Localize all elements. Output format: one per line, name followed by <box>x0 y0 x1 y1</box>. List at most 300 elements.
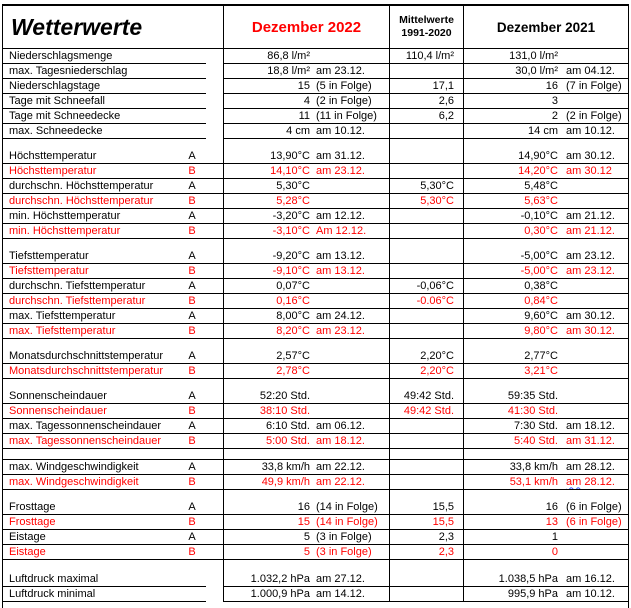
row-label-cell <box>3 515 206 530</box>
cell-dez2021 <box>463 515 628 530</box>
cell-dez2021 <box>463 389 628 404</box>
cell-mittelwerte <box>389 179 463 194</box>
cell-mittelwerte <box>389 279 463 294</box>
row-label-cell <box>3 294 206 309</box>
table-row <box>3 209 628 224</box>
value-dez2021: 14 cm <box>528 124 558 137</box>
value-dez2021: 2,77°C <box>524 349 558 362</box>
separator-row <box>3 449 628 460</box>
letter-column-spacer <box>206 572 223 587</box>
letter-column-spacer <box>206 49 223 64</box>
table-row <box>3 64 628 79</box>
cell-dez2021 <box>463 224 628 239</box>
letter-column-spacer <box>206 194 223 209</box>
value-dez2021: 59:35 Std. <box>507 389 558 402</box>
row-label: min. Höchsttemperatur <box>9 224 121 237</box>
column-header-dez2022: Dezember 2022 <box>223 6 389 48</box>
letter-column-spacer <box>206 264 223 279</box>
date-dez2022: (5 in Folge) <box>316 79 372 92</box>
cell-mittelwerte <box>389 545 463 560</box>
date-dez2022: am 18.12. <box>316 434 365 447</box>
date-dez2021: (7 in Folge) <box>566 79 622 92</box>
cell-dez2021 <box>463 179 628 194</box>
date-dez2022: am 23.12. <box>316 324 365 337</box>
date-dez2022: am 23.12. <box>316 64 365 77</box>
separator-row <box>3 239 628 249</box>
value-dez2022: 38:10 Std. <box>259 404 310 417</box>
cell-dez2022 <box>223 64 389 79</box>
letter-column-spacer <box>206 149 223 164</box>
cell-dez2021 <box>463 79 628 94</box>
table-row <box>3 164 628 179</box>
row-label: max. Windgeschwindigkeit <box>9 475 139 488</box>
row-label-cell <box>3 587 206 602</box>
row-label-cell <box>3 572 206 587</box>
date-dez2022: am 12.12. <box>316 209 365 222</box>
cell-mittelwerte <box>389 460 463 475</box>
cell-dez2021 <box>463 49 628 64</box>
cell-mittelwerte <box>389 572 463 587</box>
cell-dez2022 <box>223 364 389 379</box>
date-dez2022: am 31.12. <box>316 149 365 162</box>
value-dez2021: 995,9 hPa <box>507 587 558 600</box>
value-dez2022: 1.000,9 hPa <box>250 587 310 600</box>
date-dez2022: (3 in Folge) <box>316 530 372 543</box>
row-label: max. Tiefsttemperatur <box>9 309 116 322</box>
date-dez2021: (6 in Folge) <box>566 515 622 528</box>
row-label: Eistage <box>9 545 46 558</box>
row-label: Frosttage <box>9 515 56 528</box>
cell-dez2022 <box>223 109 389 124</box>
column-header-dez2021: Dezember 2021 <box>463 6 628 48</box>
letter-column-spacer <box>206 587 223 602</box>
date-dez2021: am 23.12. <box>566 264 615 277</box>
row-series-letter: B <box>188 475 196 488</box>
date-dez2021: am 04.12. <box>566 64 615 77</box>
row-label: durchschn. Höchsttemperatur <box>9 194 154 207</box>
cell-dez2022 <box>223 500 389 515</box>
date-dez2021: am 28.12. <box>566 460 615 473</box>
row-label-cell <box>3 94 206 109</box>
table-row <box>3 515 628 530</box>
cell-dez2022 <box>223 324 389 339</box>
date-dez2021: am 21.12. <box>566 224 615 237</box>
row-label-cell <box>3 434 206 449</box>
cell-mittelwerte <box>389 209 463 224</box>
cell-dez2021 <box>463 324 628 339</box>
row-series-letter: A <box>188 349 196 362</box>
table-row <box>3 587 628 602</box>
cell-mittelwerte <box>389 64 463 79</box>
row-series-letter: A <box>188 279 196 292</box>
table-row <box>3 49 628 64</box>
row-label-cell <box>3 349 206 364</box>
cell-dez2021 <box>463 109 628 124</box>
cell-dez2021 <box>463 475 628 490</box>
cell-dez2022 <box>223 309 389 324</box>
date-dez2022: Am 12.12. <box>316 224 367 237</box>
row-label: Tage mit Schneedecke <box>9 109 121 122</box>
value-dez2022: 4 <box>303 94 310 107</box>
row-series-letter: A <box>188 209 196 222</box>
table-row <box>3 194 628 209</box>
date-dez2021: am 28.12. <box>566 475 615 488</box>
letter-column-spacer <box>206 124 223 139</box>
separator-row <box>3 560 628 572</box>
value-dez2022: 14,10°C <box>270 164 310 177</box>
cell-mittelwerte <box>389 324 463 339</box>
value-dez2022: 0,07°C <box>276 279 310 292</box>
row-series-letter: B <box>188 194 196 207</box>
table-row <box>3 309 628 324</box>
value-dez2021: 13 <box>545 515 558 528</box>
letter-column-spacer <box>206 500 223 515</box>
cell-dez2022 <box>223 79 389 94</box>
table-row <box>3 475 628 490</box>
row-label: Tiefsttemperatur <box>9 249 89 262</box>
value-mittelwerte: 6,2 <box>438 109 454 122</box>
date-dez2022: am 23.12. <box>316 164 365 177</box>
cell-dez2021 <box>463 419 628 434</box>
date-dez2022: am 22.12. <box>316 460 365 473</box>
value-mittelwerte: 110,4 l/m² <box>405 49 454 62</box>
separator-row <box>3 379 628 389</box>
cell-dez2021 <box>463 587 628 602</box>
cell-dez2021 <box>463 164 628 179</box>
cell-dez2022 <box>223 124 389 139</box>
date-dez2021: (2 in Folge) <box>566 109 622 122</box>
value-dez2021: 16 <box>545 79 558 92</box>
letter-column-spacer <box>206 545 223 560</box>
cell-mittelwerte <box>389 530 463 545</box>
row-label: Niederschlagstage <box>9 79 101 92</box>
value-dez2021: 5,63°C <box>524 194 558 207</box>
row-label: max. Tagessonnenscheindauer <box>9 419 162 432</box>
row-label: Luftdruck minimal <box>9 587 96 600</box>
cell-dez2021 <box>463 572 628 587</box>
row-label: Frosttage <box>9 500 56 513</box>
row-series-letter: A <box>188 309 196 322</box>
date-dez2021: am 30.12. <box>566 309 615 322</box>
value-mittelwerte: -0,06°C <box>416 279 454 292</box>
cell-dez2022 <box>223 572 389 587</box>
letter-column-spacer <box>206 249 223 264</box>
value-mittelwerte: 49:42 Std. <box>403 404 454 417</box>
letter-column-spacer <box>206 309 223 324</box>
row-label: max. Tagesniederschlag <box>9 64 128 77</box>
cell-mittelwerte <box>389 124 463 139</box>
letter-column-spacer <box>206 434 223 449</box>
date-dez2022: (3 in Folge) <box>316 545 372 558</box>
row-label-cell <box>3 264 206 279</box>
row-label-cell <box>3 404 206 419</box>
cell-mittelwerte <box>389 500 463 515</box>
cell-dez2021 <box>463 124 628 139</box>
cell-dez2021 <box>463 264 628 279</box>
value-mittelwerte: 17,1 <box>432 79 454 92</box>
value-dez2022: -3,20°C <box>272 209 310 222</box>
value-mittelwerte: 5,30°C <box>420 179 454 192</box>
value-mittelwerte: 49:42 Std. <box>403 389 454 402</box>
cell-dez2022 <box>223 587 389 602</box>
row-series-letter: A <box>188 419 196 432</box>
cell-dez2021 <box>463 294 628 309</box>
row-series-letter: A <box>188 179 196 192</box>
cell-dez2021 <box>463 364 628 379</box>
row-label: Sonnenscheindauer <box>9 389 107 402</box>
value-dez2021: 9,60°C <box>524 309 558 322</box>
row-series-letter: B <box>188 434 196 447</box>
row-label: Niederschlagsmenge <box>9 49 113 62</box>
value-dez2022: 18,8 l/m² <box>267 64 310 77</box>
row-series-letter: A <box>188 249 196 262</box>
row-series-letter: B <box>188 404 196 417</box>
row-series-letter: B <box>188 294 196 307</box>
row-label-cell <box>3 364 206 379</box>
row-label-cell <box>3 475 206 490</box>
value-dez2022: 33,8 km/h <box>261 460 310 473</box>
table-row <box>3 404 628 419</box>
table-row <box>3 264 628 279</box>
cell-dez2022 <box>223 94 389 109</box>
table-row <box>3 545 628 560</box>
value-dez2022: 6:10 Std. <box>265 419 310 432</box>
value-mittelwerte: 5,30°C <box>420 194 454 207</box>
cell-dez2021 <box>463 94 628 109</box>
cell-dez2022 <box>223 149 389 164</box>
value-mittelwerte: 2,20°C <box>420 364 454 377</box>
value-dez2022: 8,20°C <box>276 324 310 337</box>
value-mittelwerte: 15,5 <box>432 515 454 528</box>
table-row <box>3 179 628 194</box>
date-dez2021: am 10.12. <box>566 587 615 600</box>
letter-column-spacer <box>206 294 223 309</box>
date-dez2022: am 10.12. <box>316 124 365 137</box>
value-dez2022: 8,00°C <box>276 309 310 322</box>
row-label: durchschn. Höchsttemperatur <box>9 179 154 192</box>
cell-dez2022 <box>223 209 389 224</box>
date-dez2021: am 30.12 <box>566 164 612 177</box>
letter-column-spacer <box>206 109 223 124</box>
table-row <box>3 249 628 264</box>
cell-mittelwerte <box>389 349 463 364</box>
row-label-cell <box>3 460 206 475</box>
value-dez2021: 9,80°C <box>524 324 558 337</box>
row-label: max. Schneedecke <box>9 124 103 137</box>
letter-column-spacer <box>206 164 223 179</box>
cell-mittelwerte <box>389 434 463 449</box>
cell-dez2022 <box>223 530 389 545</box>
row-series-letter: B <box>188 364 196 377</box>
letter-column-spacer <box>206 224 223 239</box>
row-label-cell <box>3 49 206 64</box>
row-series-letter: B <box>188 324 196 337</box>
table-row <box>3 389 628 404</box>
cell-dez2021 <box>463 530 628 545</box>
value-dez2022: 11 <box>298 109 310 122</box>
row-label-cell <box>3 419 206 434</box>
letter-column-spacer <box>206 404 223 419</box>
value-dez2022: 5,28°C <box>276 194 310 207</box>
cell-mittelwerte <box>389 404 463 419</box>
table-row <box>3 279 628 294</box>
value-dez2021: 0,38°C <box>524 279 558 292</box>
date-dez2022: (11 in Folge) <box>316 109 377 122</box>
cell-mittelwerte <box>389 364 463 379</box>
cell-dez2022 <box>223 434 389 449</box>
table-row <box>3 124 628 139</box>
date-dez2022: (14 in Folge) <box>316 500 378 513</box>
value-dez2022: 16 <box>297 500 310 513</box>
value-dez2022: 52:20 Std. <box>259 389 310 402</box>
row-label: Monatsdurchschnittstemperatur <box>9 349 164 362</box>
value-mittelwerte: 2,3 <box>438 530 454 543</box>
cell-mittelwerte <box>389 79 463 94</box>
row-series-letter: A <box>188 389 196 402</box>
row-series-letter: B <box>188 224 196 237</box>
value-dez2022: 5:00 Std. <box>265 434 310 447</box>
value-dez2021: -5,00°C <box>520 249 558 262</box>
cell-mittelwerte <box>389 109 463 124</box>
row-series-letter: A <box>188 500 196 513</box>
value-dez2021: 2 <box>551 109 558 122</box>
column-header-mittelwerte: Mittelwerte 1991-2020 <box>389 6 463 48</box>
cell-dez2022 <box>223 349 389 364</box>
value-dez2022: 15 <box>297 515 310 528</box>
letter-column-spacer <box>206 64 223 79</box>
cell-mittelwerte <box>389 264 463 279</box>
cell-dez2022 <box>223 460 389 475</box>
cell-mittelwerte <box>389 309 463 324</box>
row-label-cell <box>3 209 206 224</box>
cell-mittelwerte <box>389 194 463 209</box>
cell-dez2022 <box>223 404 389 419</box>
table-row <box>3 324 628 339</box>
value-dez2021: -0,10°C <box>520 209 558 222</box>
cell-dez2021 <box>463 194 628 209</box>
cell-mittelwerte <box>389 515 463 530</box>
letter-column-spacer <box>206 79 223 94</box>
letter-column-spacer <box>206 475 223 490</box>
cell-dez2022 <box>223 194 389 209</box>
table-row <box>3 364 628 379</box>
cell-dez2021 <box>463 249 628 264</box>
value-dez2021: 5,48°C <box>524 179 558 192</box>
value-mittelwerte: 2,3 <box>438 545 454 558</box>
value-dez2021: 30,0 l/m² <box>515 64 558 77</box>
cell-dez2021 <box>463 404 628 419</box>
letter-column-spacer <box>206 389 223 404</box>
cell-dez2022 <box>223 49 389 64</box>
value-dez2021: 7:30 Std. <box>513 419 558 432</box>
row-label-cell <box>3 109 206 124</box>
row-label-cell <box>3 309 206 324</box>
row-label: max. Tagessonnenscheindauer <box>9 434 162 447</box>
date-dez2021: am 21.12. <box>566 209 615 222</box>
date-dez2022: am 13.12. <box>316 249 365 262</box>
date-dez2022: am 24.12. <box>316 309 365 322</box>
date-dez2022: am 13.12. <box>316 264 365 277</box>
letter-column-spacer <box>206 460 223 475</box>
value-dez2021: 5:40 Std. <box>513 434 558 447</box>
value-dez2022: 2,57°C <box>276 349 310 362</box>
date-dez2022: (14 in Folge) <box>316 515 378 528</box>
row-label: Höchsttemperatur <box>9 149 97 162</box>
cell-dez2021 <box>463 500 628 515</box>
table-row <box>3 572 628 587</box>
cell-dez2021 <box>463 460 628 475</box>
row-label-cell <box>3 324 206 339</box>
cell-mittelwerte <box>389 49 463 64</box>
cell-dez2022 <box>223 389 389 404</box>
cell-dez2021 <box>463 209 628 224</box>
table-row <box>3 530 628 545</box>
table-row <box>3 79 628 94</box>
row-label: Höchsttemperatur <box>9 164 97 177</box>
cell-mittelwerte <box>389 294 463 309</box>
value-dez2021: 0,84°C <box>524 294 558 307</box>
value-dez2021: 1 <box>551 530 558 543</box>
cell-mittelwerte <box>389 149 463 164</box>
table-row <box>3 434 628 449</box>
date-dez2021: am 18.12. <box>566 419 615 432</box>
date-dez2021: am 31.12. <box>566 434 615 447</box>
table-row <box>3 294 628 309</box>
table-body <box>3 49 628 602</box>
cell-mittelwerte <box>389 224 463 239</box>
row-label: Eistage <box>9 530 46 543</box>
row-label: max. Tiefsttemperatur <box>9 324 116 337</box>
date-dez2021: am 16.12. <box>566 572 615 585</box>
row-label: durchschn. Tiefsttemperatur <box>9 279 146 292</box>
letter-column-spacer <box>206 209 223 224</box>
table-row <box>3 460 628 475</box>
cell-mittelwerte <box>389 249 463 264</box>
value-dez2022: -3,10°C <box>272 224 310 237</box>
date-dez2021: am 30.12. <box>566 149 615 162</box>
value-dez2022: 86,8 l/m² <box>267 49 310 62</box>
row-label-cell <box>3 249 206 264</box>
cell-mittelwerte <box>389 587 463 602</box>
cell-dez2022 <box>223 249 389 264</box>
value-dez2022: 13,90°C <box>270 149 310 162</box>
table-row <box>3 149 628 164</box>
value-dez2022: 5,30°C <box>276 179 310 192</box>
row-label-cell <box>3 224 206 239</box>
row-label-cell <box>3 545 206 560</box>
letter-column-spacer <box>206 94 223 109</box>
row-label-cell <box>3 179 206 194</box>
row-series-letter: A <box>188 530 196 543</box>
table-row <box>3 94 628 109</box>
letter-column-spacer <box>206 419 223 434</box>
row-label: min. Höchsttemperatur <box>9 209 121 222</box>
row-label-cell <box>3 279 206 294</box>
row-series-letter: B <box>188 264 196 277</box>
cell-dez2022 <box>223 545 389 560</box>
table-title-cell <box>3 6 223 48</box>
cell-dez2021 <box>463 149 628 164</box>
date-dez2022: am 22.12. <box>316 475 365 488</box>
date-dez2021: am 23.12. <box>566 249 615 262</box>
date-dez2022: (2 in Folge) <box>316 94 372 107</box>
cell-dez2021 <box>463 434 628 449</box>
value-dez2022: 5 <box>303 530 310 543</box>
cell-mittelwerte <box>389 419 463 434</box>
cell-dez2021 <box>463 349 628 364</box>
separator-row <box>3 139 628 149</box>
value-dez2022: 49,9 km/h <box>261 475 310 488</box>
